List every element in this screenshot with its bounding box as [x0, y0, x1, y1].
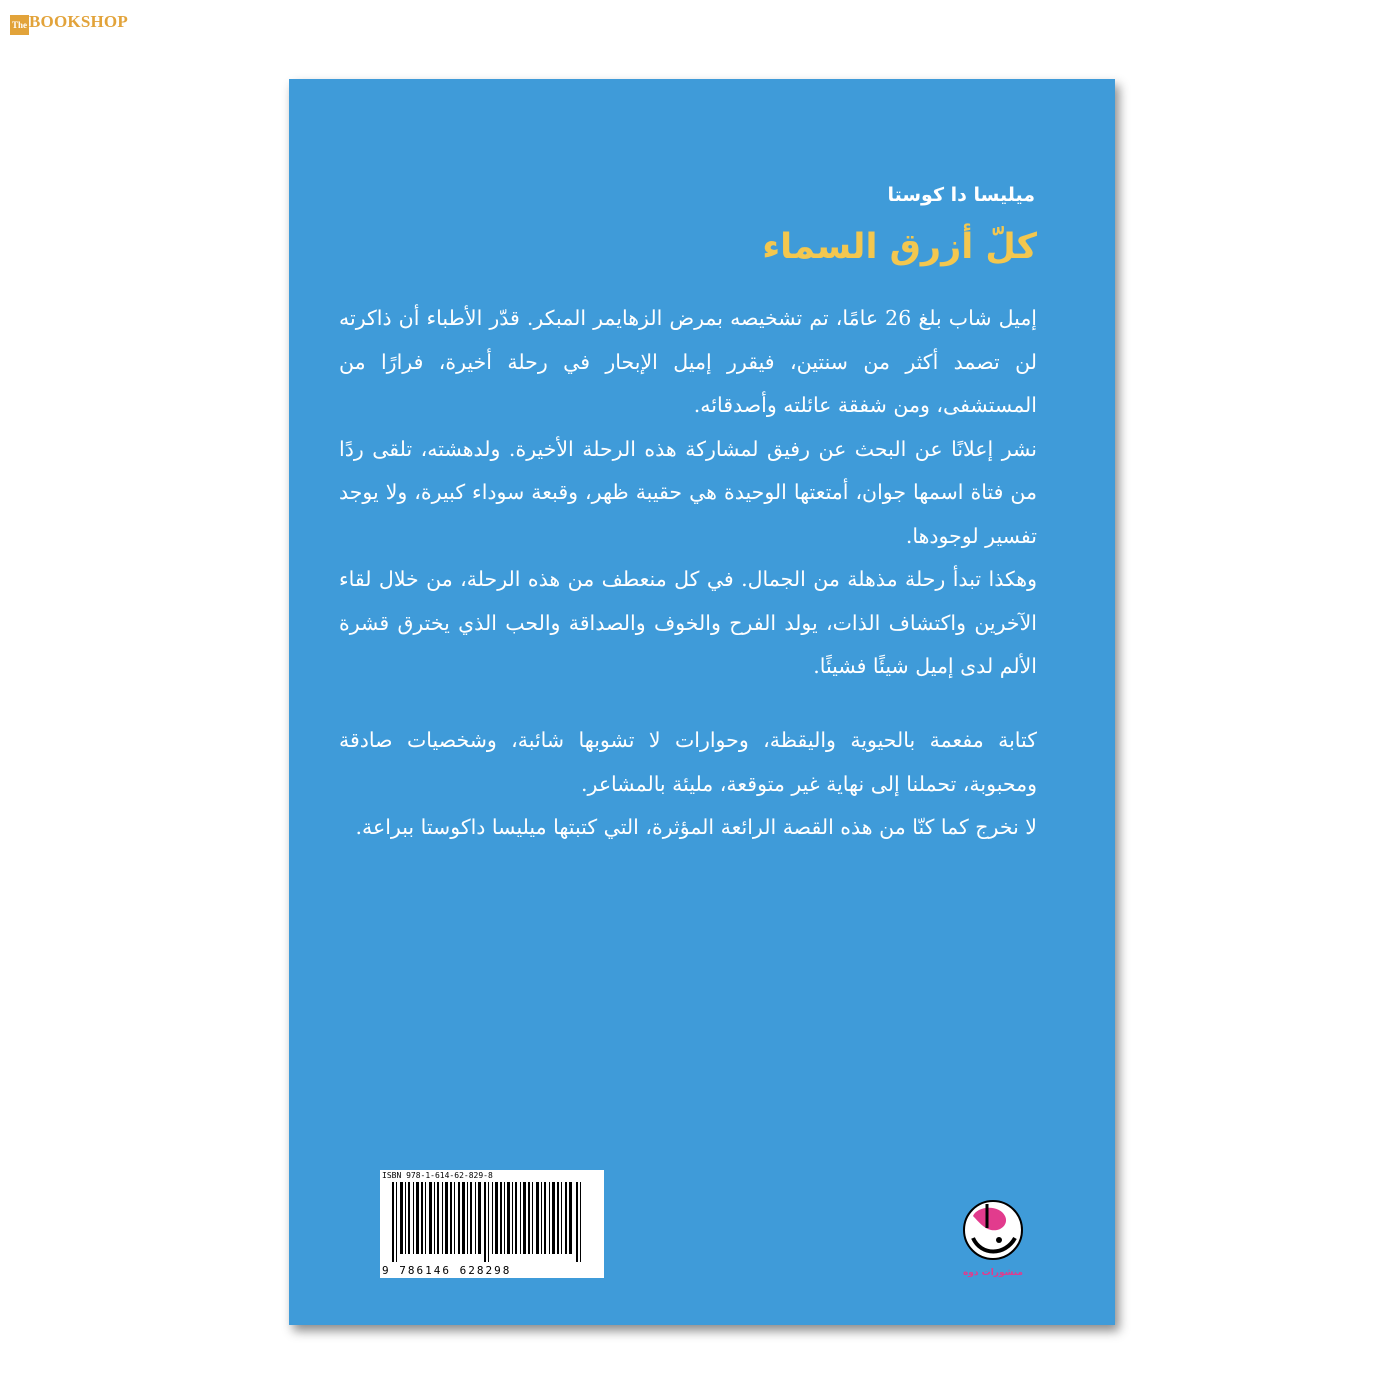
book-title: كلّ أزرق السماء: [762, 227, 1037, 267]
store-logo[interactable]: [10, 10, 128, 34]
barcode-bars: [380, 1170, 604, 1278]
review-paragraph: كتابة مفعمة بالحيوية واليقظة، وحوارات لا تشوبها شائبة، وشخصيات صادقة ومحبوبة، تحملنا إلى نهاية غير متوقعة، مليئة بالمشاعر.: [339, 728, 1037, 796]
store-logo-prefix: The: [10, 15, 29, 35]
book-author: ميليسا دا كوستا: [887, 184, 1035, 206]
synopsis-paragraph: وهكذا تبدأ رحلة مذهلة من الجمال. في كل منعطف من هذه الرحلة، من خلال لقاء الآخرين واكتشاف الذات، يولد الفرح والخوف والصداقة والحب الذي يخترق قشرة الألم لدى إميل شيئًا فشيئًا.: [339, 567, 1037, 678]
synopsis-paragraph: إميل شاب بلغ 26 عامًا، تم تشخيصه بمرض الزهايمر المبكر. قدّر الأطباء أن ذاكرته لن تصمد أكثر من سنتين، فيقرر إميل الإبحار في رحلة أخيرة، فرارًا من المستشفى، ومن شفقة عائلته وأصدقائه.: [339, 306, 1037, 417]
isbn-number: 9 786146 628298: [382, 1264, 512, 1277]
book-review: [339, 719, 1037, 850]
book-synopsis: [339, 297, 1037, 689]
store-logo-text: BOOKSHOP: [29, 12, 128, 31]
book-back-cover: [289, 79, 1115, 1325]
publisher-emblem-icon: [943, 1194, 1043, 1294]
isbn-top-text: ISBN 978-1-614-62-829-8: [382, 1171, 493, 1180]
synopsis-paragraph: نشر إعلانًا عن البحث عن رفيق لمشاركة هذه الرحلة الأخيرة. ولدهشته، تلقى ردًا من فتاة اسمها جوان، أمتعتها الوحيدة هي حقيبة ظهر، وقبعة سوداء كبيرة، ولا يوجد تفسير لوجودها.: [339, 436, 1037, 548]
review-paragraph: لا نخرج كما كنّا من هذه القصة الرائعة المؤثرة، التي كتبتها ميليسا داكوستا ببراعة.: [355, 815, 1037, 839]
isbn-barcode: [380, 1170, 604, 1278]
publisher-name: منشورات دوه: [962, 1268, 1024, 1278]
publisher-logo: [943, 1194, 1043, 1294]
